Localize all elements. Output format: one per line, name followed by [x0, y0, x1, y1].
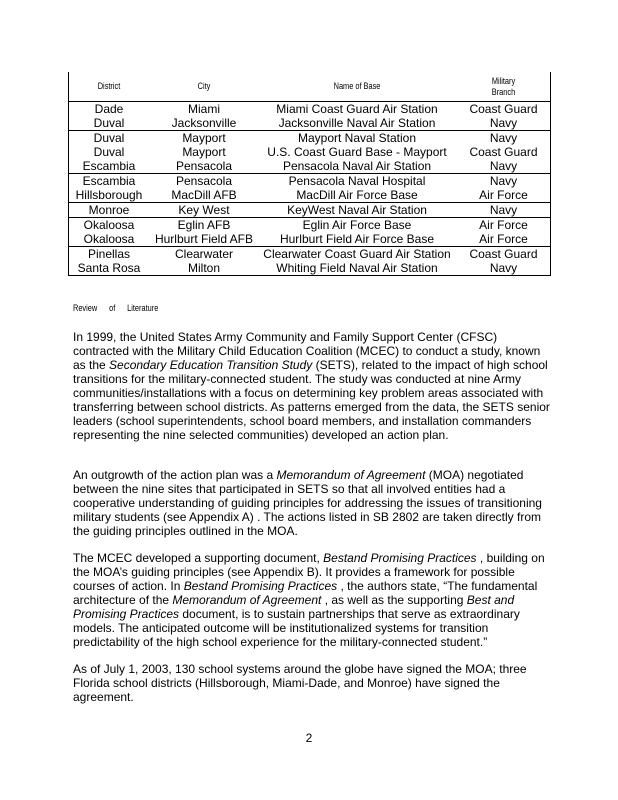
table-row	[68, 232, 551, 247]
table-header-row	[68, 72, 551, 102]
cell-city: Hurlburt Field AFB	[154, 232, 254, 246]
cell-district: Monroe	[88, 203, 130, 217]
cell-city: MacDill AFB	[171, 188, 237, 202]
cell-city: Mayport	[182, 145, 226, 159]
cell-city: Eglin AFB	[177, 218, 231, 232]
paragraph-moa	[73, 468, 553, 538]
cell-branch: Navy	[489, 116, 518, 130]
paragraph-cfsc-study	[73, 330, 553, 442]
cell-city: Jacksonville	[171, 116, 237, 130]
cell-base: Miami Coast Guard Air Station	[276, 102, 438, 116]
section-heading: Review of Literature	[73, 303, 159, 313]
table-row	[68, 261, 551, 276]
cell-base: Clearwater Coast Guard Air Station	[263, 247, 451, 261]
table-row	[68, 188, 551, 203]
p3-italic-2: Bestand Promising Practices	[183, 579, 338, 593]
p3-italic-4: Best and Promising Practices	[73, 593, 515, 621]
p3-text-a: The MCEC developed a supporting document,	[73, 551, 324, 565]
cell-base: MacDill Air Force Base	[296, 188, 418, 202]
cell-branch: Navy	[489, 203, 518, 217]
paragraph-best-practices	[73, 551, 553, 649]
table-row-group	[68, 174, 551, 203]
cell-branch: Air Force	[479, 218, 528, 232]
table-row	[68, 159, 551, 174]
cell-base: KeyWest Naval Air Station	[287, 203, 427, 217]
cell-branch: Coast Guard	[469, 145, 538, 159]
table-row	[68, 131, 551, 146]
header-district: District	[97, 81, 121, 91]
p2-text-a: An outgrowth of the action plan was a	[73, 468, 277, 482]
cell-branch: Navy	[489, 131, 518, 145]
paragraph-moa-signatories: As of July 1, 2003, 130 school systems around the globe have signed the MOA; three Florida school districts (Hillsborough, Miami-Dade, and Monroe) have signed the agreement.	[73, 662, 527, 704]
cell-district: Okaloosa	[83, 218, 135, 232]
cell-district: Duval	[93, 116, 125, 130]
table-row	[68, 174, 551, 189]
p1-text-b: (SETS), related to the impact of high school transitions for the military-connected student. The study was conducted at nine Army communities/installations with a focus on determining key problem areas associated with transferring between school districts. As patterns emerged from the data, the SETS senior leaders (school superintendents, school board members, and installation commanders representing the nine selected communities) developed an action plan.	[73, 358, 550, 442]
header-branch-line2: Branch	[491, 86, 516, 97]
page-number: 2	[305, 731, 313, 745]
table-row-group	[68, 102, 551, 131]
p3-text-d: , as well as the supporting	[321, 593, 467, 607]
cell-base: U.S. Coast Guard Base - Mayport	[267, 145, 447, 159]
cell-branch: Navy	[489, 159, 518, 173]
table-row-group	[68, 247, 551, 276]
cell-city: Pensacola	[175, 174, 233, 188]
table-row	[68, 116, 551, 131]
table-row-group	[68, 131, 551, 174]
cell-district: Escambia	[82, 159, 136, 173]
header-branch	[465, 72, 543, 102]
cell-district: Escambia	[82, 174, 136, 188]
p3-text-b: , building on the MOA’s guiding principles (see Appendix B). It provides a framework for possible courses of action. In	[73, 551, 545, 593]
table-row	[68, 102, 551, 117]
cell-city: Pensacola	[175, 159, 233, 173]
military-base-table	[68, 72, 551, 276]
table-row	[68, 247, 551, 262]
table-row-group	[68, 218, 551, 247]
table-row	[68, 203, 551, 218]
cell-district: Dade	[94, 102, 124, 116]
cell-branch: Air Force	[479, 232, 528, 246]
p3-italic-1: Bestand Promising Practices	[323, 551, 477, 565]
p3-text-c: , the authors state, “The fundamental architecture of the	[73, 579, 538, 607]
cell-city: Milton	[187, 261, 220, 275]
cell-base: Jacksonville Naval Air Station	[278, 116, 436, 130]
cell-district: Okaloosa	[83, 232, 135, 246]
p3-italic-3: Memorandum of Agreement	[172, 593, 322, 607]
cell-city: Key West	[178, 203, 230, 217]
p1-text-a: In 1999, the United States Army Community and Family Support Center (CFSC) contracted with the Military Child Education Coalition (MCEC) to conduct a study, known as the	[73, 330, 541, 372]
table-row	[68, 218, 551, 233]
cell-district: Duval	[93, 131, 125, 145]
p3-text-e: document, is to sustain partnerships that serve as extraordinary models. The anticipated outcome will be institutionalized systems for transition predictability of the high school experience for the military-connected student.”	[73, 607, 520, 649]
cell-branch: Navy	[489, 174, 518, 188]
cell-branch: Navy	[489, 261, 518, 275]
cell-branch: Coast Guard	[469, 247, 538, 261]
cell-district: Hillsborough	[75, 188, 143, 202]
cell-district: Duval	[93, 145, 125, 159]
cell-base: Whiting Field Naval Air Station	[276, 261, 438, 275]
p2-text-b: (MOA) negotiated between the nine sites that participated in SETS so that all involved entities had a cooperative understanding of guiding principles for addressing the issues of transitioning military students (see Appendix A) . The actions listed in SB 2802 are taken directly from the guiding principles outlined in the MOA.	[73, 468, 542, 538]
cell-branch: Air Force	[479, 188, 528, 202]
cell-city: Miami	[188, 102, 220, 116]
cell-base: Mayport Naval Station	[297, 131, 417, 145]
cell-base: Pensacola Naval Air Station	[282, 159, 432, 173]
table-row-group	[68, 203, 551, 218]
header-branch-line1: Military	[491, 75, 516, 86]
cell-base: Eglin Air Force Base	[302, 218, 412, 232]
cell-city: Clearwater	[174, 247, 234, 261]
table-row	[68, 145, 551, 159]
cell-base: Pensacola Naval Hospital	[288, 174, 426, 188]
header-base: Name of Base	[333, 81, 381, 91]
cell-district: Santa Rosa	[77, 261, 141, 275]
header-city: City	[197, 81, 211, 91]
cell-district: Pinellas	[87, 247, 131, 261]
cell-branch: Coast Guard	[469, 102, 538, 116]
cell-base: Hurlburt Field Air Force Base	[279, 232, 435, 246]
p1-italic-sets: Secondary Education Transition Study	[109, 358, 313, 372]
p2-italic-moa: Memorandum of Agreement	[276, 468, 426, 482]
cell-city: Mayport	[182, 131, 226, 145]
